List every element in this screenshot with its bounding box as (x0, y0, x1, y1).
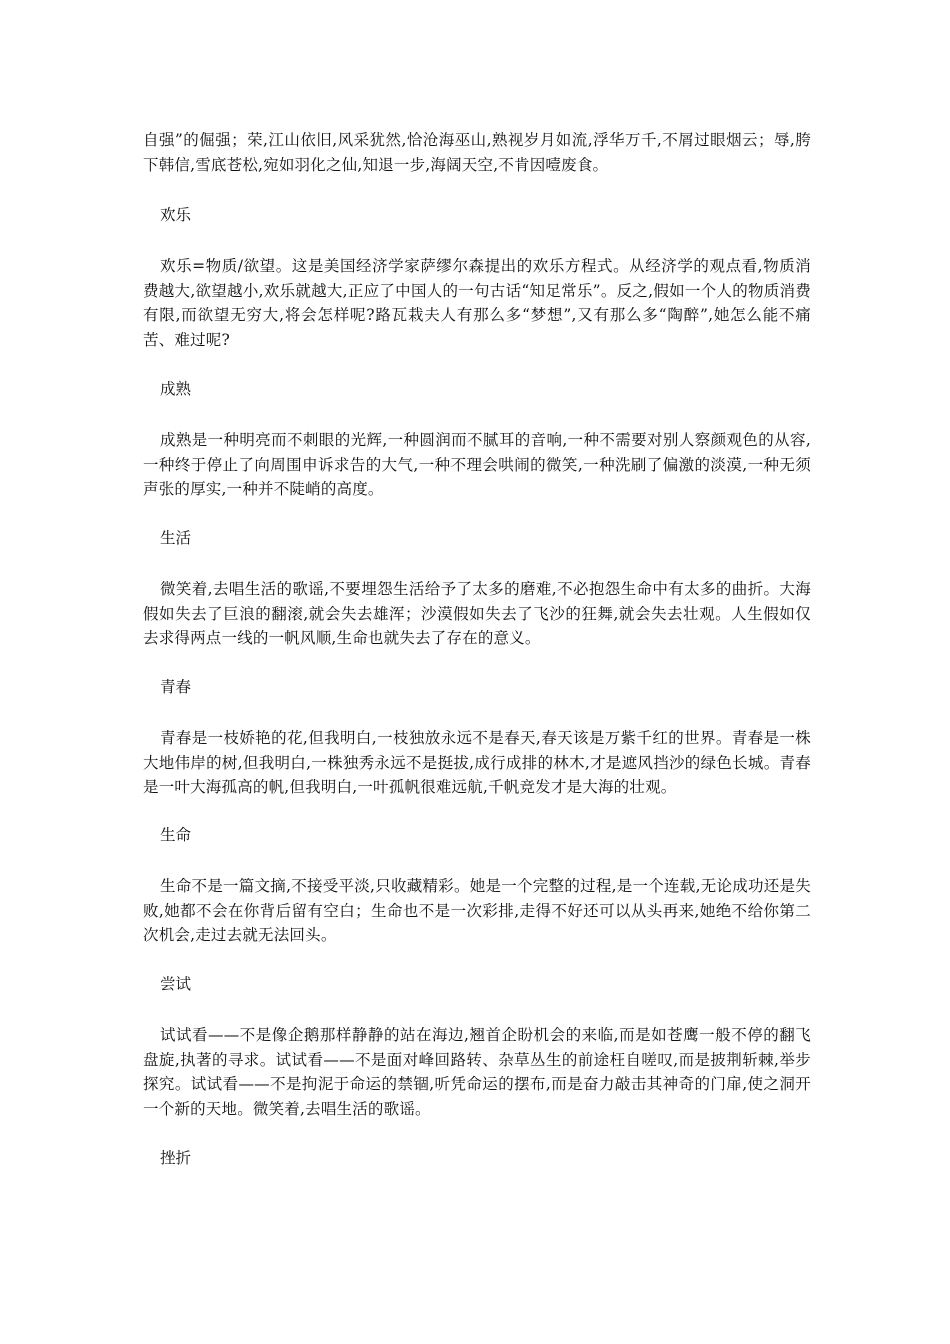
section-body-joy: 欢乐=物质/欲望。这是美国经济学家萨缪尔森提出的欢乐方程式。从经济学的观点看,物质消费越大,欲望越小,欢乐就越大,正应了中国人的一句古话“知足常乐”。反之,假如一个人的物质消费有限,而欲望无穷大,将会怎样呢?路瓦栽夫人有那么多“梦想”,又有那么多“陶醉”,她怎么能不痛苦、难过呢? (143, 257, 811, 349)
section-body-youth: 青春是一枝娇艳的花,但我明白,一枝独放永远不是春天,春天该是万紫千红的世界。青春是一株大地伟岸的树,但我明白,一株独秀永远不是挺拔,成行成排的林木,才是遮风挡沙的绿色长城。青春是一叶大海孤高的帆,但我明白,一叶孤帆很难远航,千帆竞发才是大海的壮观。 (143, 729, 811, 796)
section-body-maturity: 成熟是一种明亮而不刺眼的光辉,一种圆润而不腻耳的音响,一种不需要对别人察颜观色的从容,一种终于停止了向周围申诉求告的大气,一种不理会哄闹的微笑,一种洗刷了偏激的淡漠,一种无须声张的厚实,一种并不陡峭的高度。 (143, 431, 811, 498)
section-heading-setback: 挫折 (160, 1149, 192, 1167)
section-body-attempt: 试试看——不是像企鹅那样静静的站在海边,翘首企盼机会的来临,而是如苍鹰一般不停的翻飞盘旋,执著的寻求。试试看——不是面对峰回路转、杂草丛生的前途枉自嗟叹,而是披荆斩棘,举步探究。试试看——不是拘泥于命运的禁锢,听凭命运的摆布,而是奋力敲击其神奇的门扉,使之洞开一个新的天地。微笑着,去唱生活的歌谣。 (143, 1026, 811, 1118)
section-heading-joy: 欢乐 (160, 206, 192, 224)
intro-paragraph: 自强”的倔强；荣,江山依旧,风采犹然,恰沧海巫山,熟视岁月如流,浮华万千,不屑过眼烟云；辱,胯下韩信,雪底苍松,宛如羽化之仙,知退一步,海阔天空,不肯因噎废食。 (143, 131, 811, 174)
section-heading-life: 生活 (160, 529, 192, 547)
section-heading-youth: 青春 (160, 678, 192, 696)
section-heading-attempt: 尝试 (160, 975, 192, 993)
section-heading-living: 生命 (160, 826, 192, 844)
section-body-living: 生命不是一篇文摘,不接受平淡,只收藏精彩。她是一个完整的过程,是一个连载,无论成功还是失败,她都不会在你背后留有空白；生命也不是一次彩排,走得不好还可以从头再来,她绝不给你第二次机会,走过去就无法回头。 (143, 877, 811, 944)
section-body-life: 微笑着,去唱生活的歌谣,不要埋怨生活给予了太多的磨难,不必抱怨生命中有太多的曲折。大海假如失去了巨浪的翻滚,就会失去雄浑；沙漠假如失去了飞沙的狂舞,就会失去壮观。人生假如仅去求得两点一线的一帆风顺,生命也就失去了存在的意义。 (143, 580, 811, 647)
section-heading-maturity: 成熟 (160, 380, 192, 398)
